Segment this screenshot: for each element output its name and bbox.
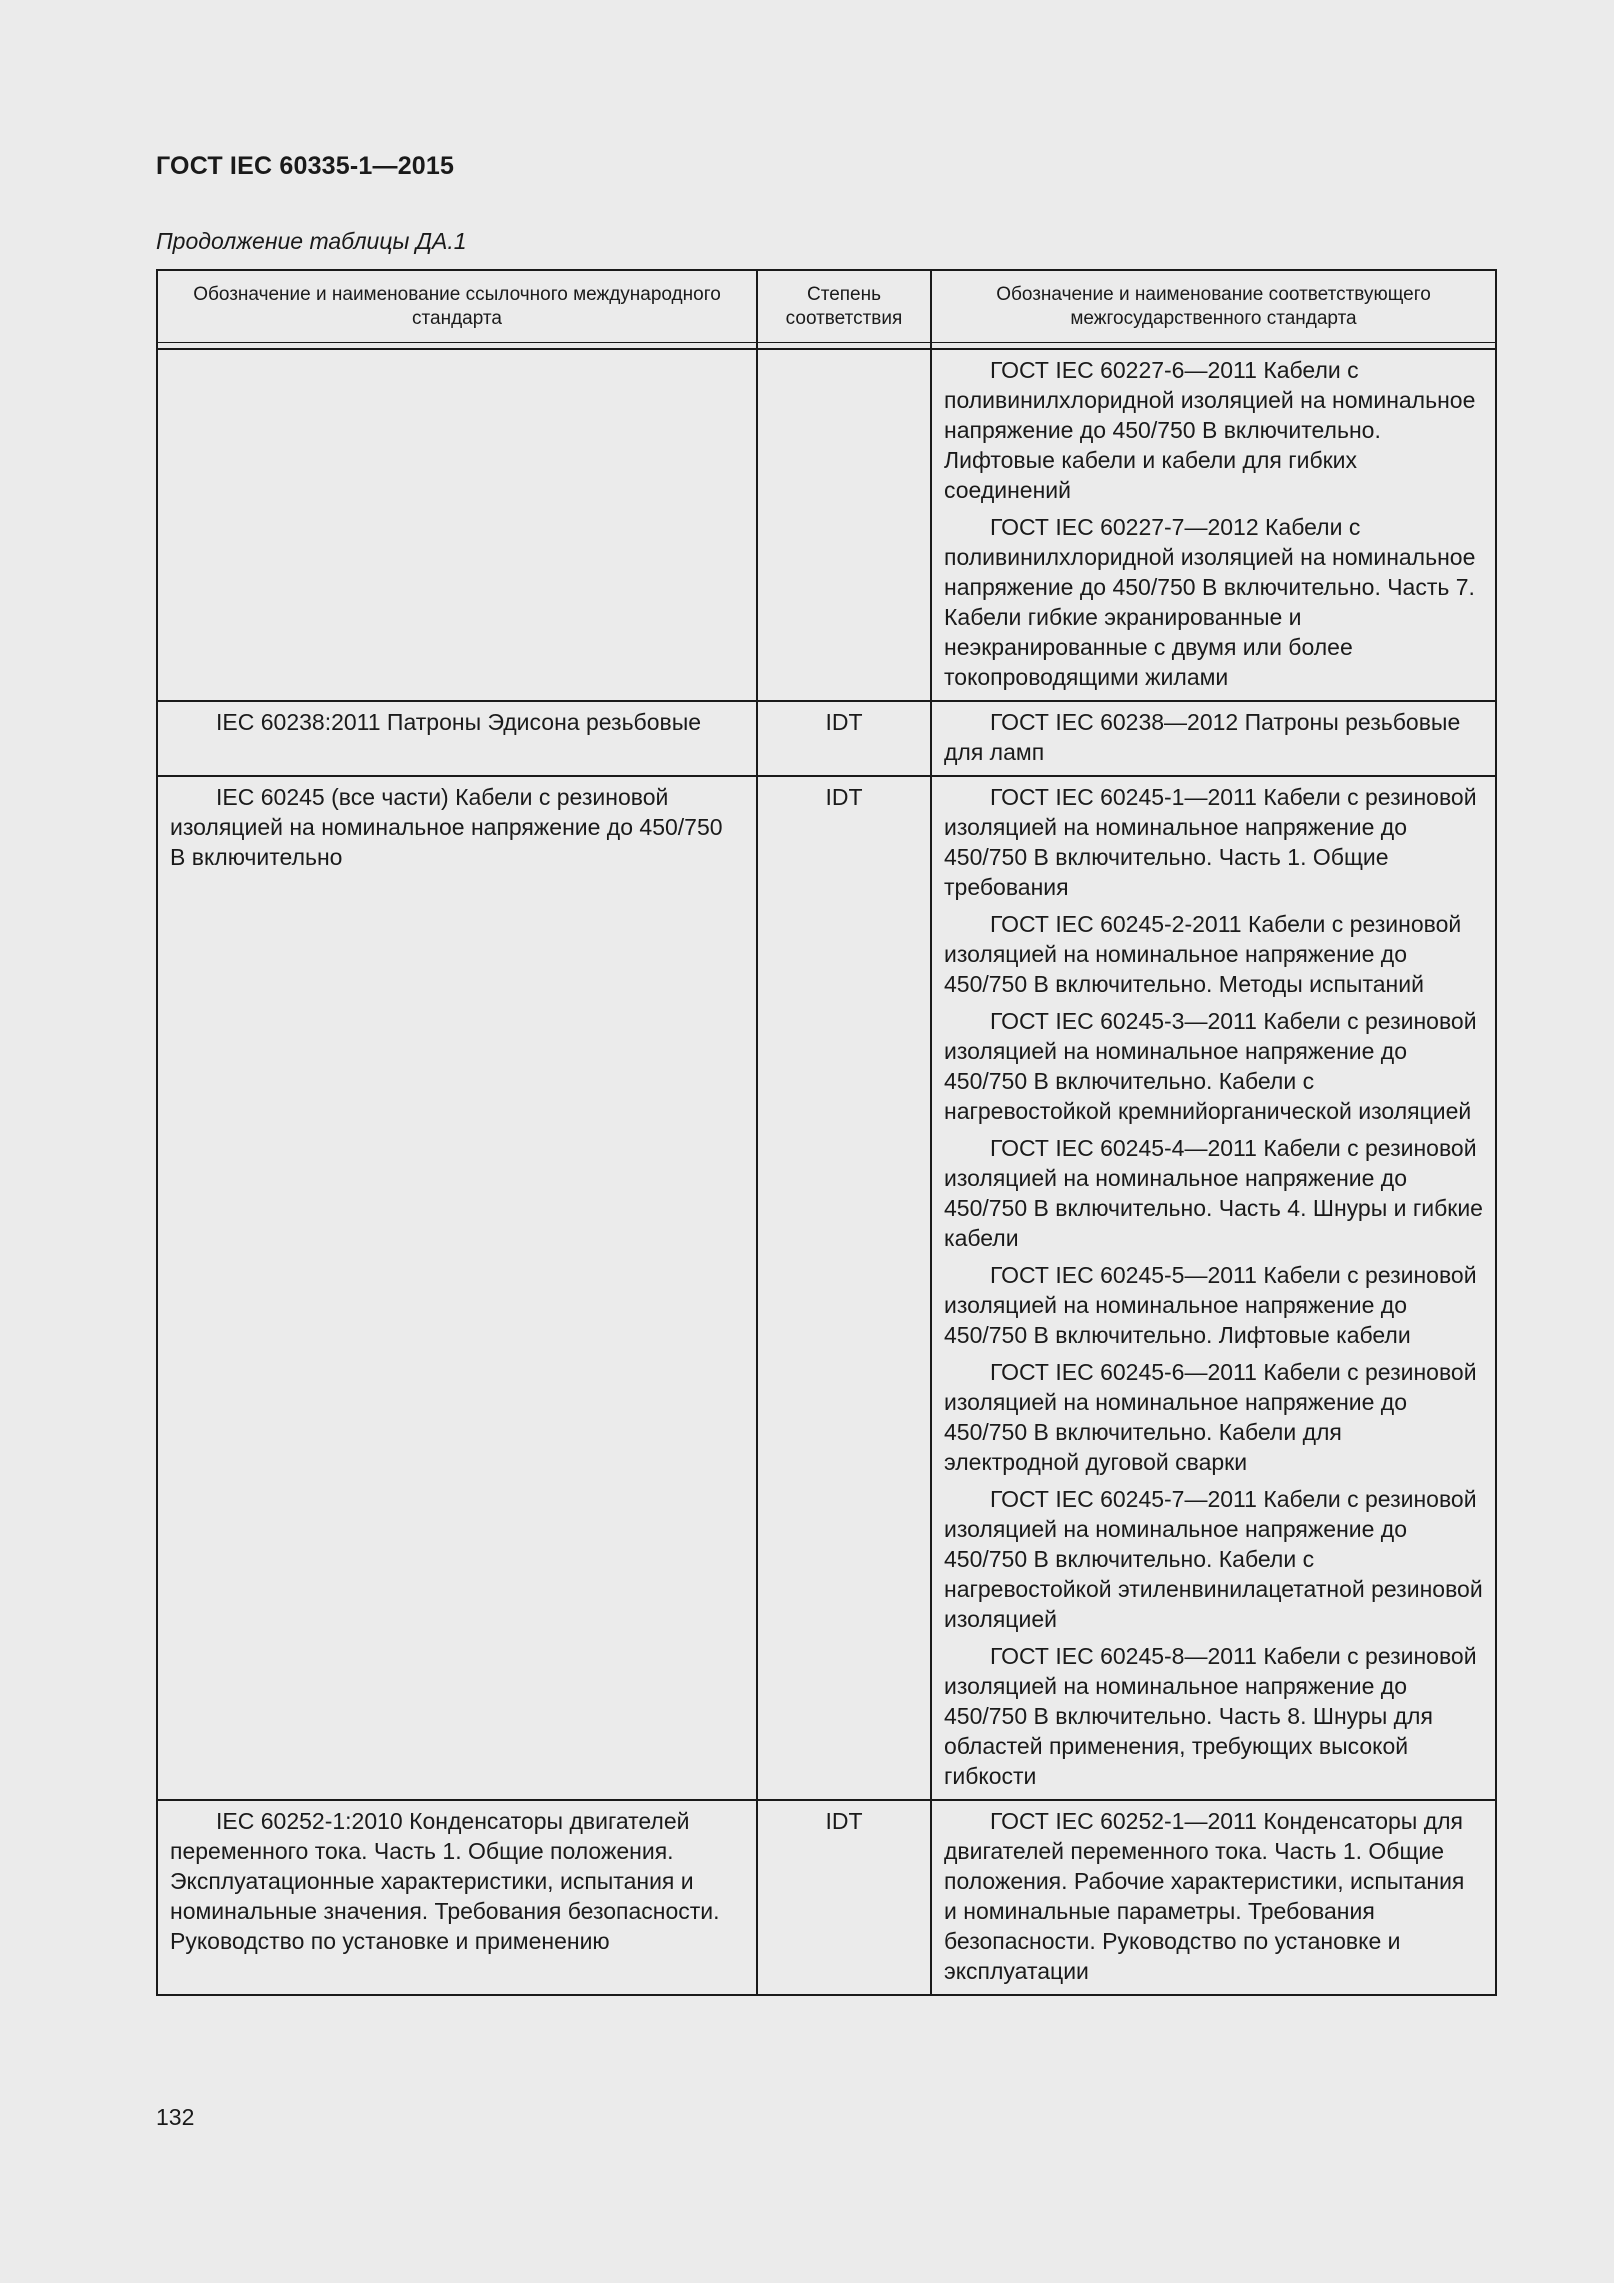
degree-cell: [757, 701, 931, 776]
equivalent-standard-text: ГОСТ IEC 60245-2-2011 Кабели с резиновой изоляцией на номинальное напряжение до 450/750 В включительно. Методы испытаний: [944, 911, 1462, 997]
reference-cell: [157, 776, 757, 1800]
degree-text: IDT: [825, 784, 863, 810]
reference-text: IEC 60252-1:2010 Конденсаторы двигателей переменного тока. Часть 1. Общие положения. Эксплуатационные характеристики, испытания и номинальные значения. Требования безопасности. Руководство по установке и применению: [170, 1808, 720, 1954]
column-header-equivalent: Обозначение и наименование соответствующего межгосударственного стандарта: [931, 270, 1496, 343]
equivalent-standard-text: ГОСТ IEC 60227-7—2012 Кабели с поливинилхлоридной изоляцией на номинальное напряжение до 450/750 В включительно. Часть 7. Кабели гибкие экранированные и неэкранированные с двумя или более токопроводящими жилами: [944, 514, 1476, 690]
equivalent-cell: [931, 1800, 1496, 1995]
equivalent-standard-text: ГОСТ IEC 60245-4—2011 Кабели с резиновой изоляцией на номинальное напряжение до 450/750 В включительно. Часть 4. Шнуры и гибкие кабели: [944, 1135, 1483, 1251]
reference-text: IEC 60238:2011 Патроны Эдисона резьбовые: [216, 709, 702, 735]
equivalent-standard-text: ГОСТ IEC 60245-3—2011 Кабели с резиновой изоляцией на номинальное напряжение до 450/750 В включительно. Кабели с нагревостойкой кремнийорганической изоляцией: [944, 1008, 1477, 1124]
equivalent-standard-text: ГОСТ IEC 60238—2012 Патроны резьбовые для ламп: [944, 709, 1461, 765]
reference-cell: [157, 1800, 757, 1995]
reference-cell: [157, 349, 757, 701]
equivalent-cell: [931, 701, 1496, 776]
equivalent-cell: [931, 349, 1496, 701]
equivalent-standard-text: ГОСТ IEC 60245-8—2011 Кабели с резиновой изоляцией на номинальное напряжение до 450/750 В включительно. Часть 8. Шнуры для областей применения, требующих высокой гибкости: [944, 1643, 1477, 1789]
equivalent-standard-text: ГОСТ IEC 60227-6—2011 Кабели с поливинилхлоридной изоляцией на номинальное напряжение до 450/750 В включительно. Лифтовые кабели и кабели для гибких соединений: [944, 357, 1476, 503]
equivalent-standard-text: ГОСТ IEC 60245-1—2011 Кабели с резиновой изоляцией на номинальное напряжение до 450/750 В включительно. Часть 1. Общие требования: [944, 784, 1477, 900]
page-number: 132: [156, 2104, 195, 2130]
standards-table: [156, 269, 1497, 1996]
degree-text: IDT: [825, 1808, 863, 1834]
equivalent-cell: [931, 776, 1496, 1800]
table-row: [157, 1800, 1496, 1995]
degree-text: [758, 350, 930, 355]
degree-cell: [757, 1800, 931, 1995]
equivalent-standard-text: ГОСТ IEC 60245-6—2011 Кабели с резиновой изоляцией на номинальное напряжение до 450/750 В включительно. Кабели для электродной дуговой сварки: [944, 1359, 1477, 1475]
equivalent-standard-text: ГОСТ IEC 60245-7—2011 Кабели с резиновой изоляцией на номинальное напряжение до 450/750 В включительно. Кабели с нагревостойкой этиленвинилацетатной резиновой изоляцией: [944, 1486, 1483, 1632]
column-header-degree: Степень соответствия: [757, 270, 931, 343]
equivalent-standard-text: ГОСТ IEC 60252-1—2011 Конденсаторы для двигателей переменного тока. Часть 1. Общие положения. Рабочие характеристики, испытания и номинальные параметры. Требования безопасности. Руководство по установке и эксплуатации: [944, 1808, 1465, 1984]
degree-cell: [757, 776, 931, 1800]
degree-cell: [757, 349, 931, 701]
table-row: [157, 776, 1496, 1800]
table-header-row: [157, 270, 1496, 343]
table-caption: Продолжение таблицы ДА.1: [156, 228, 467, 254]
table-row: [157, 701, 1496, 776]
equivalent-standard-text: ГОСТ IEC 60245-5—2011 Кабели с резиновой изоляцией на номинальное напряжение до 450/750 В включительно. Лифтовые кабели: [944, 1262, 1477, 1348]
reference-text: IEC 60245 (все части) Кабели с резиновой изоляцией на номинальное напряжение до 450/750 В включительно: [170, 784, 723, 870]
reference-cell: [157, 701, 757, 776]
column-header-reference: Обозначение и наименование ссылочного международного стандарта: [157, 270, 757, 343]
document-code: ГОСТ IEC 60335-1—2015: [156, 152, 455, 180]
degree-text: IDT: [825, 709, 863, 735]
table-row: [157, 349, 1496, 701]
